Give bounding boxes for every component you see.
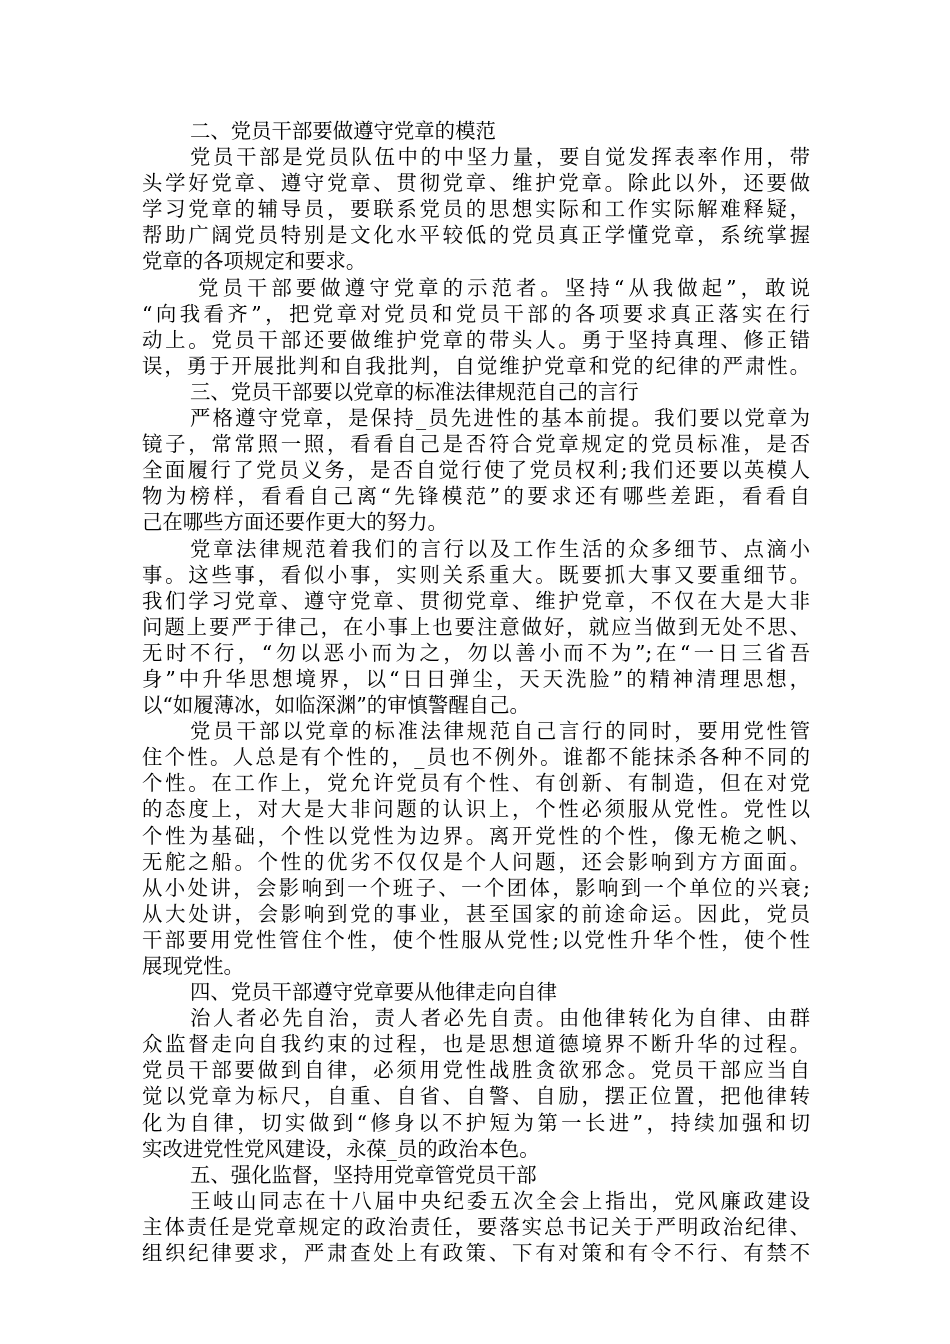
section-heading: 五、强化监督，坚持用党章管党员干部	[190, 1162, 537, 1187]
paragraph-line: 党章的各项规定和要求。	[142, 249, 367, 274]
paragraph-line: 众监督走向自我约束的过程，也是思想道德境界不断升华的过程。	[142, 1032, 810, 1057]
paragraph-line: 从小处讲，会影响到一个班子、一个团体，影响到一个单位的兴衰;	[142, 875, 810, 900]
section-heading: 二、党员干部要做遵守党章的模范	[190, 119, 496, 143]
paragraph-line: 住个性。人总是有个性的，_员也不例外。谁都不能抹杀各种不同的	[142, 745, 810, 770]
paragraph-line: 学习党章的辅导员，要联系党员的思想实际和工作实际解难释疑，	[142, 197, 810, 222]
paragraph-line: 己在哪些方面还要作更大的努力。	[142, 510, 448, 535]
paragraph-line: 以“如履薄冰，如临深渊”的审慎警醒自己。	[142, 693, 530, 718]
paragraph-line: 组织纪律要求，严肃查处上有政策、下有对策和有令不行、有禁不	[142, 1241, 810, 1266]
paragraph-line: 治人者必先自治，责人者必先自责。由他律转化为自律、由群	[190, 1006, 810, 1031]
paragraph-line: 身”中升华思想境界，以“日日弹尘，天天洗脸”的精神清理思想，	[142, 666, 810, 691]
paragraph-line: 实改进党性党风建设，永葆_员的政治本色。	[142, 1136, 540, 1161]
paragraph-line: 帮助广阔党员特别是文化水平较低的党员真正学懂党章，系统掌握	[142, 223, 810, 248]
paragraph-line: 党员干部是党员队伍中的中坚力量，要自觉发挥表率作用，带	[190, 145, 810, 170]
section-heading: 三、党员干部要以党章的标准法律规范自己的言行	[190, 379, 639, 404]
paragraph-line: 觉以党章为标尺，自重、自省、自警、自励，摆正位置，把他律转	[142, 1084, 810, 1109]
paragraph-line: 误，勇于开展批判和自我批判，自觉维护党章和党的纪律的严肃性。	[142, 353, 810, 378]
paragraph-line: 干部要用党性管住个性，使个性服从党性;以党性升华个性，使个性	[142, 927, 810, 952]
paragraph-line: 无舵之船。个性的优劣不仅仅是个人问题，还会影响到方方面面。	[142, 849, 810, 874]
paragraph-line: 事。这些事，看似小事，实则关系重大。既要抓大事又要重细节。	[142, 562, 810, 587]
paragraph-line: 个性为基础，个性以党性为边界。离开党性的个性，像无桅之帆、	[142, 823, 810, 848]
paragraph-line: 头学好党章、遵守党章、贯彻党章、维护党章。除此以外，还要做	[142, 171, 810, 196]
paragraph-line: 物为榜样，看看自己离“先锋模范”的要求还有哪些差距，看看自	[142, 484, 810, 509]
paragraph-line: 严格遵守党章，是保持_员先进性的基本前提。我们要以党章为	[190, 406, 810, 431]
paragraph-line: 党员干部以党章的标准法律规范自己言行的同时，要用党性管	[190, 719, 810, 744]
paragraph-line: 全面履行了党员义务，是否自觉行使了党员权利;我们还要以英模人	[142, 458, 810, 483]
paragraph-line: 的态度上，对大是大非问题的认识上，个性必须服从党性。党性以	[142, 797, 810, 822]
paragraph-line: 王岐山同志在十八届中央纪委五次全会上指出，党风廉政建设	[190, 1188, 810, 1213]
paragraph-line: 我们学习党章、遵守党章、贯彻党章、维护党章，不仅在大是大非	[142, 588, 810, 613]
section-heading: 四、党员干部遵守党章要从他律走向自律	[190, 980, 558, 1005]
paragraph-line: 党员干部要做到自律，必须用党性战胜贪欲邪念。党员干部应当自	[142, 1058, 810, 1083]
paragraph-line: 问题上要严于律己，在小事上也要注意做好，就应当做到无处不思、	[142, 614, 810, 639]
paragraph-line: 动上。党员干部还要做维护党章的带头人。勇于坚持真理、修正错	[142, 327, 810, 352]
paragraph-line: “向我看齐”，把党章对党员和党员干部的各项要求真正落实在行	[142, 301, 810, 326]
paragraph-line: 化为自律，切实做到“修身以不护短为第一长进”，持续加强和切	[142, 1110, 810, 1135]
paragraph-line: 党员干部要做遵守党章的示范者。坚持“从我做起”，敢说	[198, 275, 810, 300]
paragraph-line: 无时不行，“勿以恶小而为之，勿以善小而不为”;在“一日三省吾	[142, 640, 810, 665]
paragraph-line: 个性。在工作上，党允许党员有个性、有创新、有制造，但在对党	[142, 771, 810, 796]
paragraph-line: 主体责任是党章规定的政治责任，要落实总书记关于严明政治纪律、	[142, 1214, 810, 1239]
paragraph-line: 镜子，常常照一照，看看自己是否符合党章规定的党员标准，是否	[142, 432, 810, 457]
document-body	[142, 118, 810, 1266]
paragraph-line: 展现党性。	[142, 954, 244, 978]
paragraph-line: 党章法律规范着我们的言行以及工作生活的众多细节、点滴小	[190, 536, 810, 561]
paragraph-line: 从大处讲，会影响到党的事业，甚至国家的前途命运。因此，党员	[142, 901, 810, 926]
